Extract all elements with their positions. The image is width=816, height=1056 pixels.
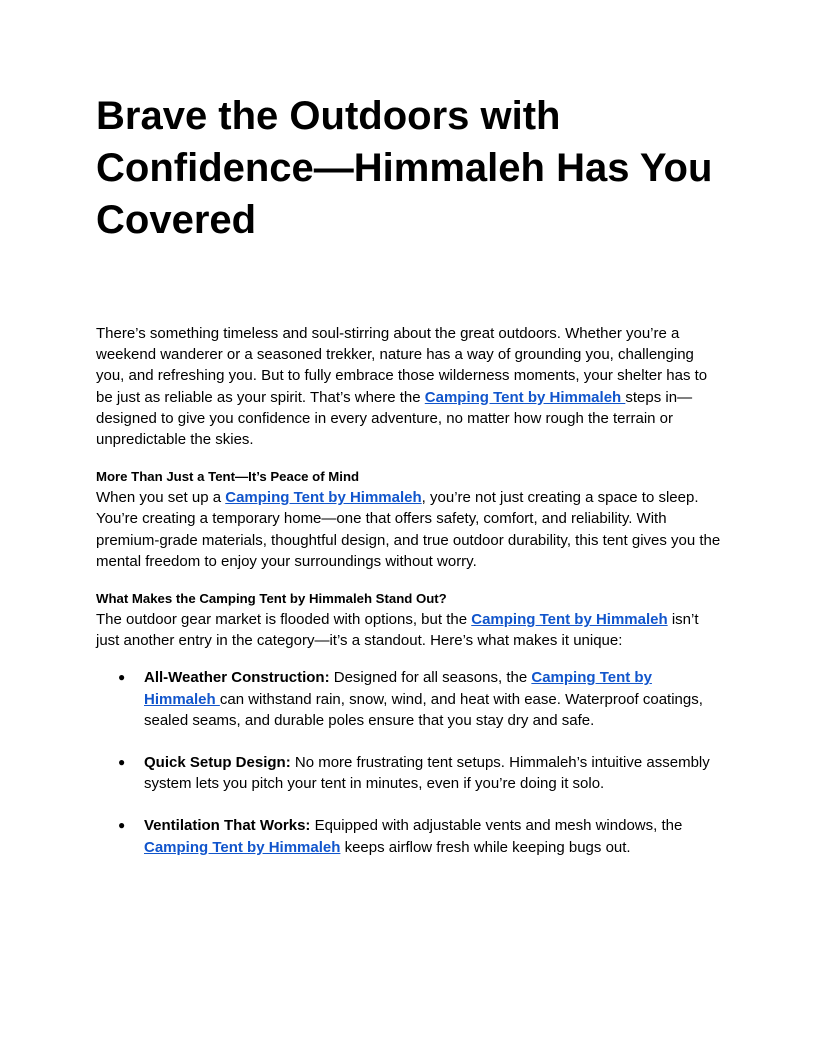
section2-text-before: The outdoor gear market is flooded with options, but the xyxy=(96,611,472,629)
feature-label: Quick Setup Design: xyxy=(144,754,291,772)
feature-text-after: can withstand rain, snow, wind, and heat with ease. Waterproof coatings, sealed seams, and durable poles ensure that you stay dry and safe. xyxy=(144,690,703,729)
section1-text-after: , you’re not just creating a space to sleep. You’re creating a temporary home—one that offers safety, comfort, and reliability. With premium-grade materials, thoughtful design, and true outdoor durability, this tent gives you the mental freedom to enjoy your surroundings without worry. xyxy=(96,489,721,570)
list-item xyxy=(96,752,724,794)
feature-text-before: Equipped with adjustable vents and mesh windows, the xyxy=(310,817,683,835)
section1-paragraph xyxy=(96,487,724,572)
bullet-icon: ● xyxy=(118,755,126,770)
document-page xyxy=(96,90,724,879)
page-title xyxy=(96,90,724,246)
feature-text-before: Designed for all seasons, the xyxy=(329,669,532,687)
camping-tent-link[interactable]: Camping Tent by Himmaleh xyxy=(471,611,668,629)
feature-label: All-Weather Construction: xyxy=(144,669,330,687)
camping-tent-link[interactable]: Camping Tent by Himmaleh xyxy=(144,838,341,856)
section2-text-after: isn’t just another entry in the category—it’s a standout. Here’s what makes it unique: xyxy=(96,611,699,650)
feature-text-after: keeps airflow fresh while keeping bugs out. xyxy=(340,838,631,856)
section-heading-peace-of-mind: More Than Just a Tent—It’s Peace of Mind xyxy=(96,469,360,485)
section2-paragraph xyxy=(96,609,724,651)
intro-text-before: There’s something timeless and soul-stirring about the great outdoors. Whether you’re a weekend wanderer or a seasoned trekker, nature has a way of grounding you, challenging you, and refreshing you. But to fully embrace those wilderness moments, your shelter has to be just as reliable as your spirit. That’s where the xyxy=(96,325,708,406)
title-line-2: Confidence—Himmaleh Has You xyxy=(96,146,713,190)
feature-label: Ventilation That Works: xyxy=(144,817,311,835)
intro-text-after: steps in—designed to give you confidence in every adventure, no matter how rough the terrain or unpredictable the skies. xyxy=(96,388,693,449)
feature-list xyxy=(96,667,724,857)
title-line-3: Covered xyxy=(96,198,257,242)
list-item xyxy=(96,815,724,857)
intro-paragraph xyxy=(96,323,724,450)
section1-text-before: When you set up a xyxy=(96,489,226,507)
bullet-icon: ● xyxy=(118,670,126,685)
feature-text: No more frustrating tent setups. Himmaleh’s intuitive assembly system lets you pitch your tent in minutes, even if you’re doing it solo. xyxy=(144,754,710,793)
camping-tent-link[interactable]: Camping Tent by Himmaleh xyxy=(144,669,652,708)
title-line-1: Brave the Outdoors with xyxy=(96,94,561,138)
section-heading-stand-out: What Makes the Camping Tent by Himmaleh Stand Out? xyxy=(96,591,447,607)
list-item xyxy=(96,667,724,731)
camping-tent-link[interactable]: Camping Tent by Himmaleh xyxy=(225,489,422,507)
camping-tent-link[interactable]: Camping Tent by Himmaleh xyxy=(424,388,626,406)
bullet-icon: ● xyxy=(118,818,126,833)
